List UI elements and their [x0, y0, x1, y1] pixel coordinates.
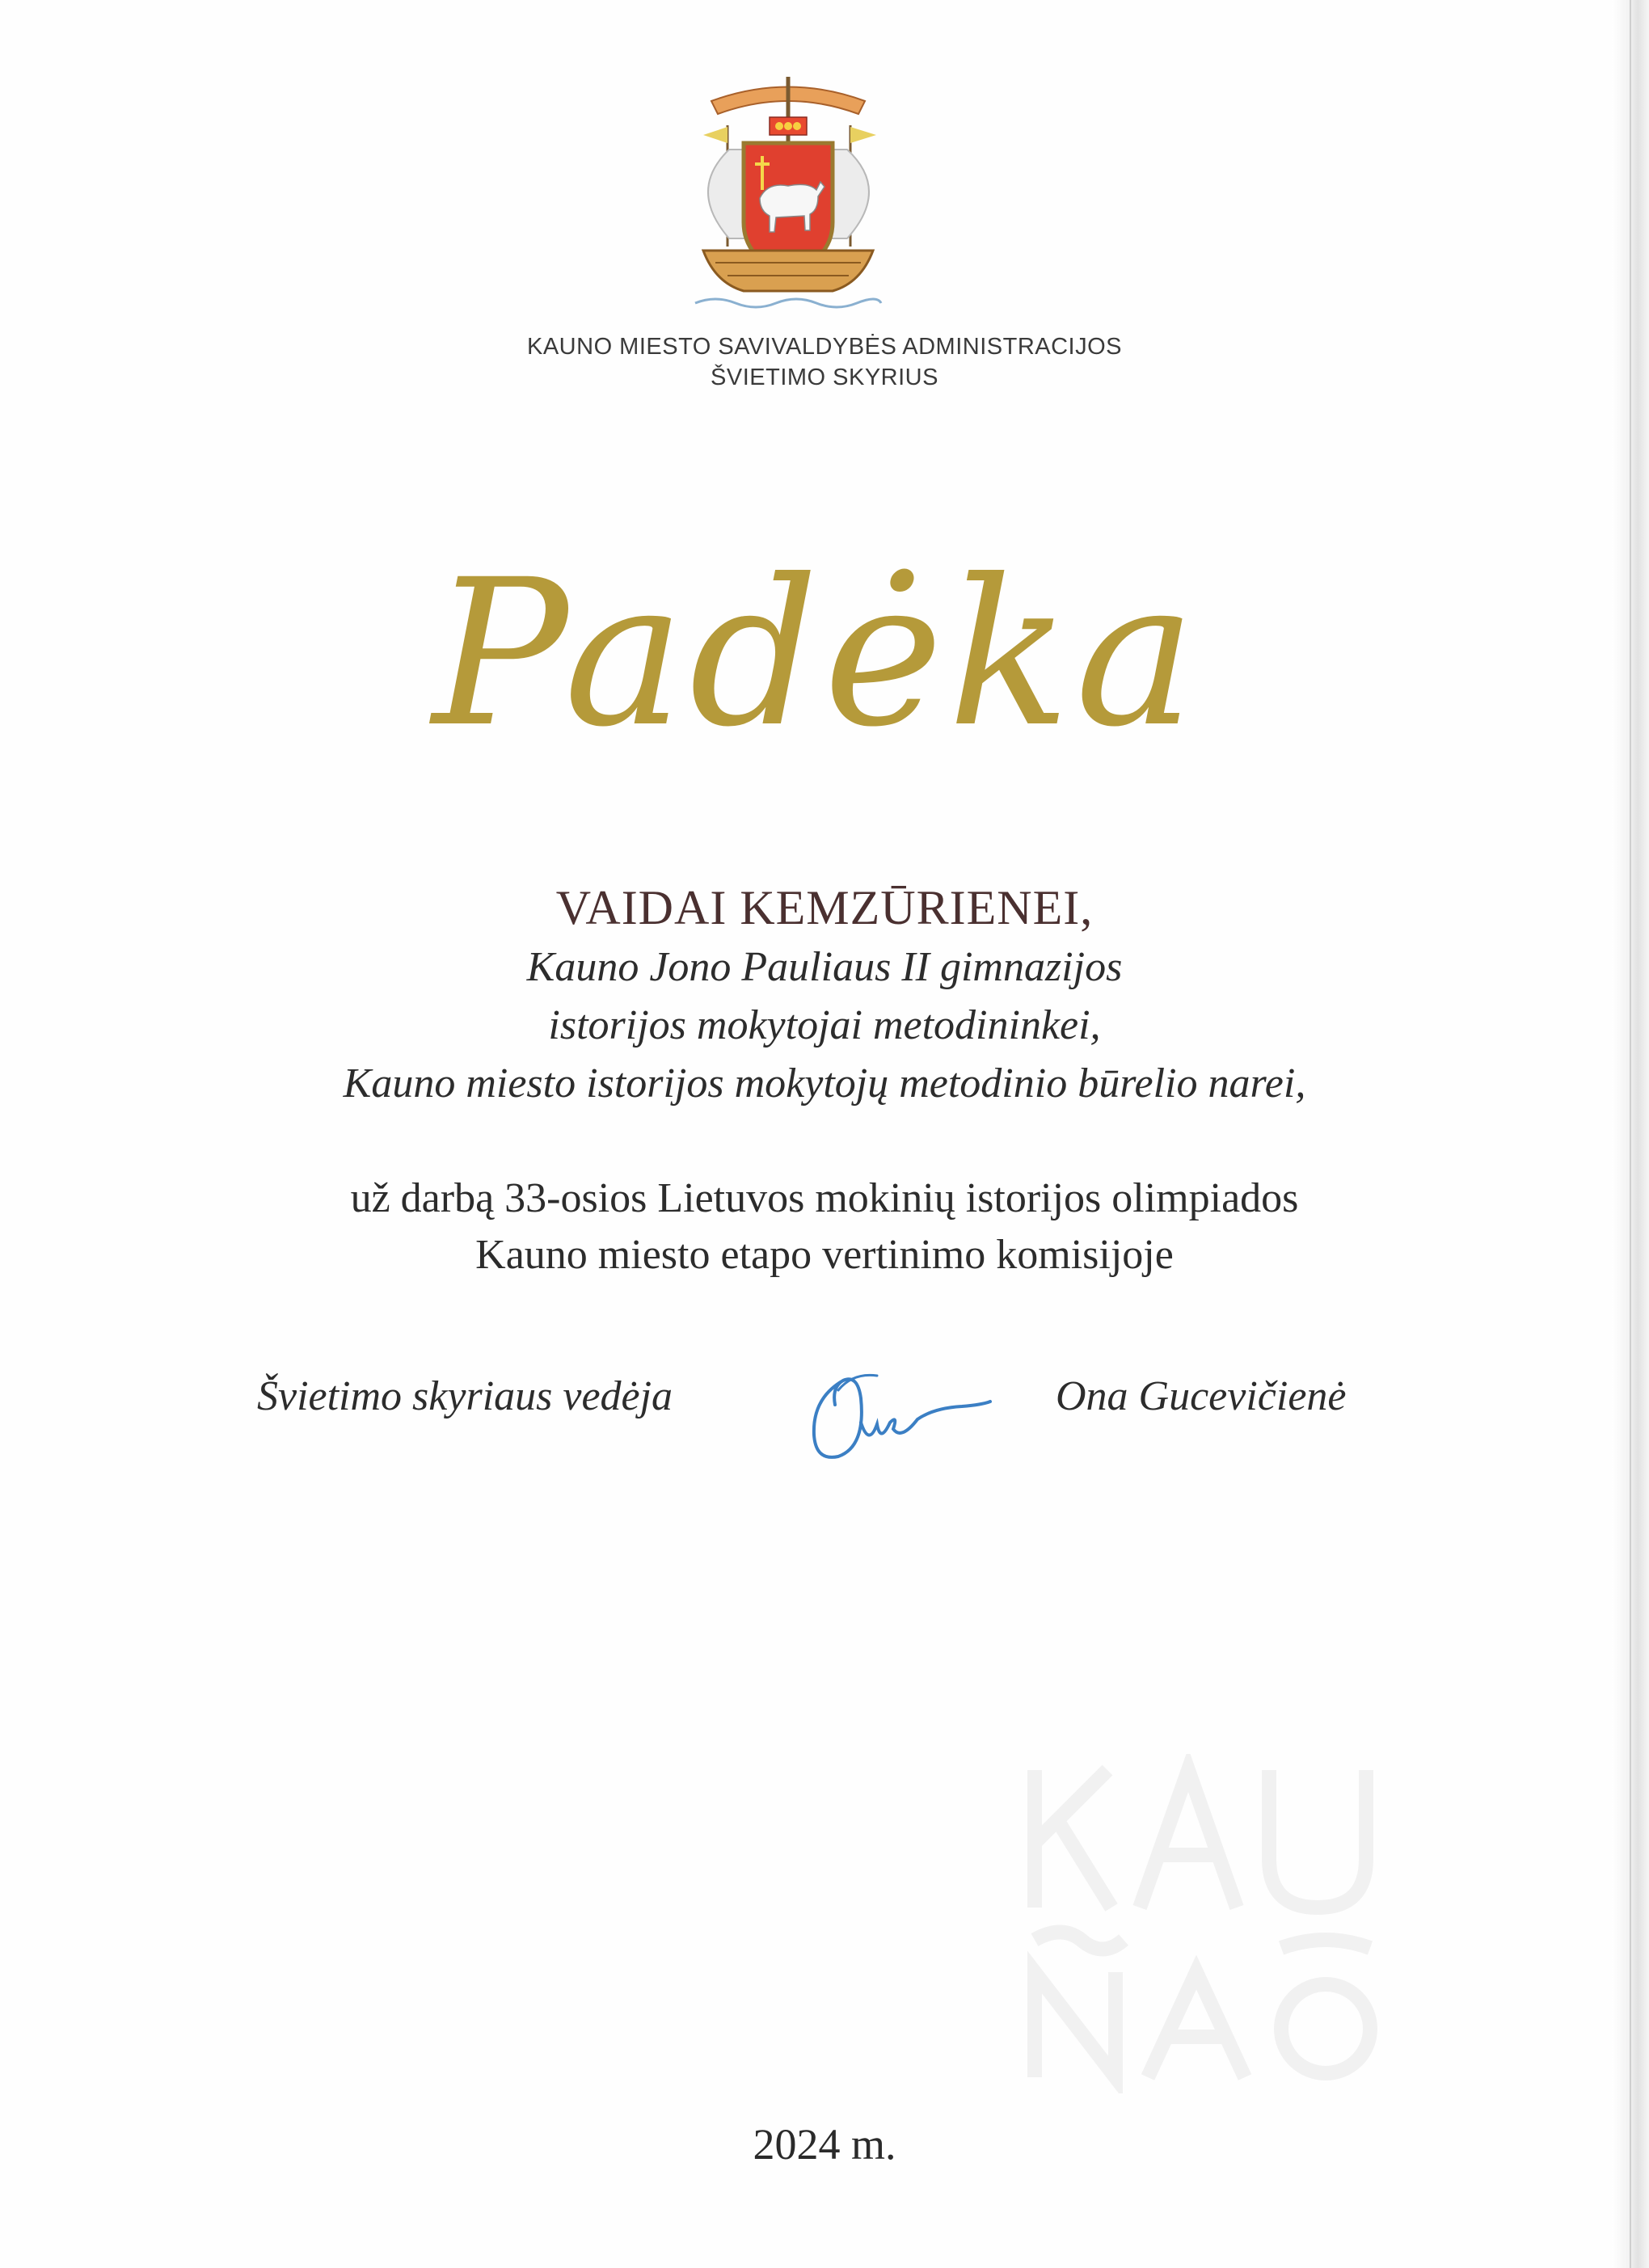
recipient-position: istorijos mokytojai metodininkei, — [548, 1002, 1101, 1048]
kaunas-watermark-logo — [1018, 1754, 1423, 2093]
certificate-title — [340, 517, 1293, 792]
signatory-name: Ona Gucevičienė — [1056, 1373, 1347, 1419]
issuer-line-2: ŠVIETIMO SKYRIUS — [711, 365, 938, 390]
reason-block — [0, 1170, 1649, 1284]
issue-year: 2024 m. — [753, 2120, 896, 2169]
certificate-title-text: Padėka — [432, 536, 1201, 771]
issuer-line-1: KAUNO MIESTO SAVIVALDYBĖS ADMINISTRACIJOS — [527, 334, 1122, 360]
signature-row — [0, 1366, 1649, 1463]
reason-line-2: Kauno miesto etapo vertinimo komisijoje — [475, 1232, 1174, 1278]
recipient-name: VAIDAI KEMZŪRIENEI, — [555, 881, 1094, 934]
signatory-role: Švietimo skyriaus vedėja — [257, 1373, 673, 1419]
reason-line-1: už darbą 33-osios Lietuvos mokinių istorijos olimpiados — [350, 1175, 1299, 1221]
recipient-block — [0, 877, 1649, 1113]
handwritten-signature — [796, 1366, 1014, 1467]
issuer-header — [0, 331, 1649, 393]
recipient-school: Kauno Jono Pauliaus II gimnazijos — [526, 944, 1123, 990]
recipient-membership: Kauno miesto istorijos mokytojų metodinio būrelio narei, — [343, 1060, 1306, 1107]
kaunas-coat-of-arms-logo — [679, 69, 897, 319]
